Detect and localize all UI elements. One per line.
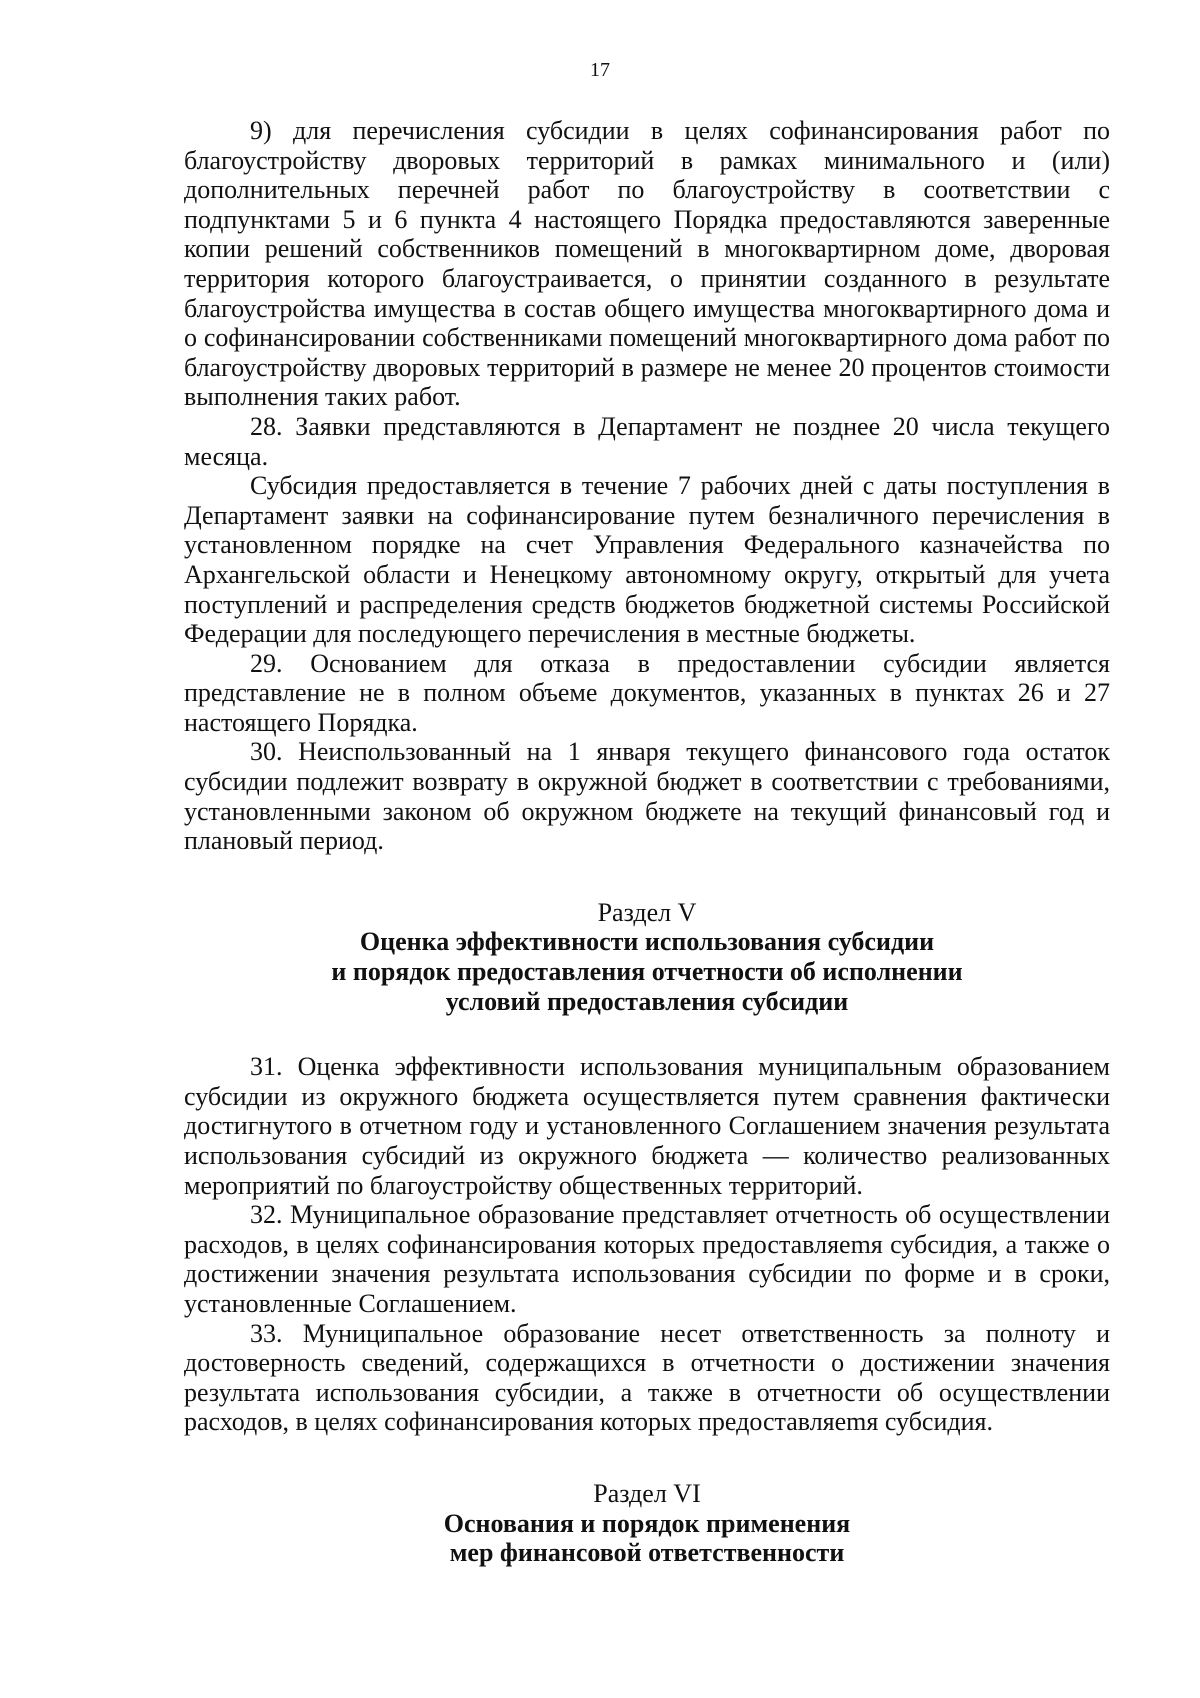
section-5-title-line-2: и порядок предоставления отчетности об исполнении xyxy=(331,957,963,987)
section-6-label: Раздел VI xyxy=(593,1478,701,1508)
section-5-title-line-3: условий предоставления субсидии xyxy=(445,986,849,1016)
page-number: 17 xyxy=(590,59,610,81)
paragraph-33: 33. Муниципальное образование несет ответственность за полноту и достоверность сведений, содержащихся в отчетности о достижении значения результата использования субсидии, а также в отчетности об осуществлении расходов, в целях софинансирования которых предоставляеmя субсидия. xyxy=(184,1318,1110,1437)
section-5-label: Раздел V xyxy=(597,897,697,927)
paragraph-item-9: 9) для перечисления субсидии в целях софинансирования работ по благоустройству дворовых территорий в рамках минимального и (или) дополнительных перечней работ по благоустройству в соответствии с подпунктами 5 и 6 пункта 4 настоящего Порядка предоставляются заверенные копии решений собственников помещений в многоквартирном доме, дворовая территория которого благоустраивается, о принятии созданного в результате благоустройства имущества в состав общего имущества многоквартирного дома и о софинансировании собственниками помещений многоквартирного дома работ по благоустройству дворовых территорий в размере не менее 20 процентов стоимости выполнения таких работ. xyxy=(184,116,1110,412)
section-5-body xyxy=(184,1052,1110,1437)
paragraph-28: 28. Заявки представляются в Департамент не позднее 20 числа текущего месяца. xyxy=(184,411,1110,471)
section-5-title-line-1: Оценка эффективности использования субсидии xyxy=(359,927,935,957)
paragraph-32: 32. Муниципальное образование представляет отчетность об осуществлении расходов, в целях софинансирования которых предоставляеmя субсидия, а также о достижении значения результата использования субсидии по форме и в сроки, установленные Соглашением. xyxy=(184,1200,1110,1318)
paragraph-29: 29. Основанием для отказа в предоставлении субсидии является представление не в полном объеме документов, указанных в пунктах 26 и 27 настоящего Порядка. xyxy=(184,648,1110,737)
section-6-title-line-2: мер финансовой ответственности xyxy=(449,1538,845,1568)
document-body xyxy=(184,116,1110,1568)
paragraph-31: 31. Оценка эффективности использования муниципальным образованием субсидии из окружного бюджета осуществляется путем сравнения фактически достигнутого в отчетном году и установленного Соглашением значения результата использования субсидий из окружного бюджета — количество реализованных мероприятий по благоустройству общественных территорий. xyxy=(184,1052,1110,1200)
section-6-title-line-1: Основания и порядок применения xyxy=(443,1508,851,1538)
paragraph-30: 30. Неиспользованный на 1 января текущего финансового года остаток субсидии подлежит возврату в окружной бюджет в соответствии с требованиями, установленными законом об окружном бюджете на текущий финансовый год и плановый период. xyxy=(184,737,1110,856)
section-6-heading xyxy=(184,1479,1110,1568)
section-5-heading xyxy=(184,898,1110,1016)
paragraph-subsidy-transfer: Субсидия предоставляется в течение 7 рабочих дней с даты поступления в Департамент заявки на софинансирование путем безналичного перечисления в установленном порядке на счет Управления Федерального казначейства по Архангельской области и Ненецкому автономному округу, открытый для учета поступлений и распределения средств бюджетов бюджетной системы Российской Федерации для последующего перечисления в местные бюджеты. xyxy=(184,471,1110,649)
